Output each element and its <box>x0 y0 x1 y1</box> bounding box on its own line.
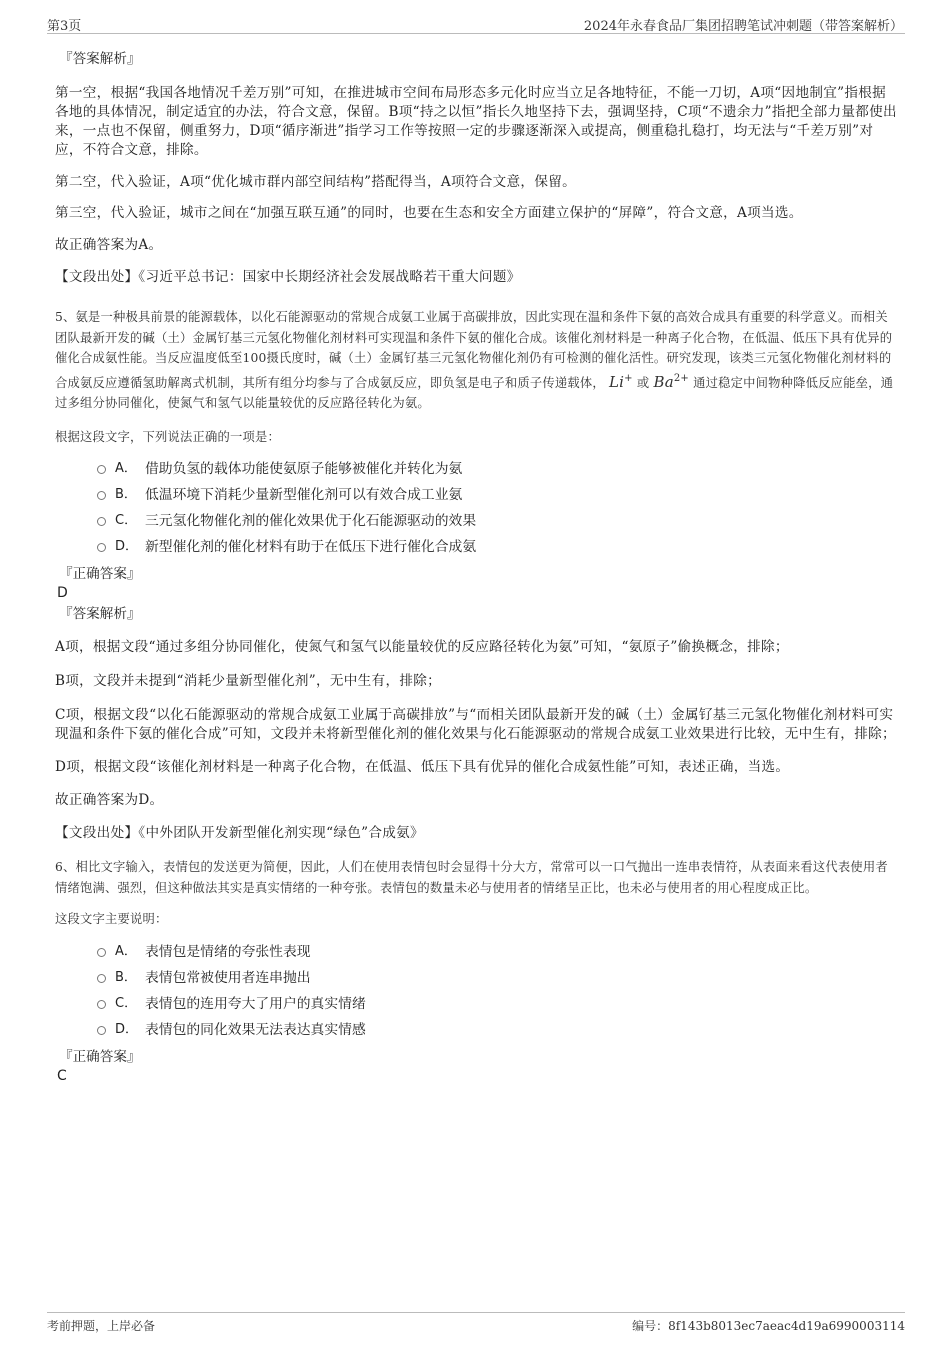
q4-source: 【文段出处】《习近平总书记：国家中长期经济社会发展战略若干重大问题》 <box>55 269 521 285</box>
q5-answer-summary: 故正确答案为D。 <box>55 792 164 808</box>
radio-button[interactable] <box>97 543 106 552</box>
q5-math-ba: $Ba^{2+}$ <box>653 372 689 391</box>
q5-option-a[interactable]: A． 借助负氢的载体功能使氨原子能够被催化并转化为氨 <box>55 459 897 485</box>
q5-or-word: 或 <box>636 375 650 390</box>
q5-correct-answer: D <box>57 585 68 601</box>
q5-options <box>55 459 897 563</box>
q6-correct-label: 『正确答案』 <box>59 1048 141 1065</box>
q5-option-b[interactable]: B． 低温环境下消耗少量新型催化剂可以有效合成工业氨 <box>55 485 897 511</box>
q6-prompt: 这段文字主要说明： <box>55 912 168 926</box>
q6-option-a[interactable]: A． 表情包是情绪的夸张性表现 <box>55 942 897 968</box>
document-id: 编号：8f143b8013ec7aeac4d19a6990003114 <box>632 1319 905 1333</box>
document-title: 2024年永春食品厂集团招聘笔试冲刺题（带答案解析） <box>583 19 903 34</box>
q4-answer-summary: 故正确答案为A。 <box>55 237 163 253</box>
q6-options <box>55 942 897 1046</box>
q5-analysis-b: B项，文段并未提到“消耗少量新型催化剂”，无中生有，排除； <box>55 673 442 689</box>
q4-analysis-label: 『答案解析』 <box>59 51 141 67</box>
radio-button[interactable] <box>97 1026 106 1035</box>
radio-button[interactable] <box>97 1000 106 1009</box>
q4-analysis-para1: 第一空，根据“我国各地情况千差万别”可知，在推进城市空间布局形态多元化时应当立足各地特征，不能一刀切，A项“因地制宜”指根据各地的具体情况，制定适宜的办法，符合文意，保留。B项“持之以恒”指长久地坚持下去，强调坚持，C项“不遗余力”指把全部力量都使出来，一点也不保留，侧重努力，D项“循序渐进”指学习工作等按照一定的步骤逐渐深入或提高，侧重稳扎稳打，均无法与“千差万别”对应，不符合文意，排除。 <box>55 85 897 158</box>
q5-option-d[interactable]: D． 新型催化剂的催化材料有助于在低压下进行催化合成氨 <box>55 537 897 563</box>
radio-button[interactable] <box>97 948 106 957</box>
q5-analysis-a: A项，根据文段“通过多组分协同催化，使氮气和氢气以能量较优的反应路径转化为氨”可知，“氨原子”偷换概念，排除； <box>55 639 789 655</box>
q5-math-li: Li+ <box>608 372 633 391</box>
q6-option-c[interactable]: C． 表情包的连用夸大了用户的真实情绪 <box>55 994 897 1020</box>
q5-analysis-c: C项，根据文段“以化石能源驱动的常规合成氨工业属于高碳排放”与“而相关团队最新开发的碱（土）金属钌基三元氢化物催化剂材料可实现温和条件下氨的催化合成”可知，文段并未将新型催化剂的催化效果与化石能源驱动的常规合成氨工业效果进行比较，无中生有，排除； <box>55 707 896 742</box>
q4-analysis-para2: 第二空，代入验证，A项“优化城市群内部空间结构”搭配得当，A项符合文意，保留。 <box>55 174 577 190</box>
q6-correct-answer: C <box>57 1067 67 1084</box>
q5-stem-part1: 5、氨是一种极具前景的能源载体，以化石能源驱动的常规合成氨工业属于高碳排放，因此实现在温和条件下氨的高效合成具有重要的科学意义。而相关团队最新开发的碱（土）金属钌基三元氢化物催化剂材料可实现温和条件下氨的催化合成。该催化剂材料是一种离子化合物，在低温、低压下具有优异的催化合成氨性能。当反应温度低至100摄氏度时，碱（土）金属钌基三元氢化物催化剂仍有可检测的催化活性。研究发现，该类三元氢化物催化剂材料的合成氨反应遵循氢助解离式机制，其所有组分均参与了合成氨反应，即负氢是电子和质子传递载体， <box>55 310 893 390</box>
q5-option-c[interactable]: C． 三元氢化物催化剂的催化效果优于化石能源驱动的效果 <box>55 511 897 537</box>
page-footer <box>47 1312 905 1334</box>
document-body <box>55 44 897 1086</box>
radio-button[interactable] <box>97 465 106 474</box>
page-header <box>47 14 905 34</box>
q6-option-b[interactable]: B． 表情包常被使用者连串抛出 <box>55 968 897 994</box>
page-number: 第3页 <box>47 19 82 34</box>
q5-analysis-d: D项，根据文段“该催化剂材料是一种离子化合物，在低温、低压下具有优异的催化合成氨性能”可知，表述正确，当选。 <box>55 759 790 775</box>
radio-button[interactable] <box>97 517 106 526</box>
radio-button[interactable] <box>97 491 106 500</box>
q5-source: 【文段出处】《中外团队开发新型催化剂实现“绿色”合成氨》 <box>55 825 424 841</box>
q5-analysis-label: 『答案解析』 <box>59 606 141 622</box>
radio-button[interactable] <box>97 974 106 983</box>
q5-stem-part2: 通过稳定中间物种降低反应能垒，通过多组分协同催化，使氮气和氢气以能量较优的反应路径转化为氨。 <box>55 375 894 410</box>
q6-stem: 6、相比文字输入，表情包的发送更为简便，因此，人们在使用表情包时会显得十分大方，常常可以一口气抛出一连串表情符，从表面来看这代表使用者情绪饱满、强烈，但这种做法其实是真实情绪的一种夸张。表情包的数量未必与使用者的情绪呈正比，也未必与使用者的用心程度成正比。 <box>55 860 888 895</box>
q4-analysis-para3: 第三空，代入验证，城市之间在“加强互联互通”的同时，也要在生态和安全方面建立保护的“屏障”，符合文意，A项当选。 <box>55 205 803 221</box>
q6-option-d[interactable]: D． 表情包的同化效果无法表达真实情感 <box>55 1020 897 1046</box>
q5-correct-label: 『正确答案』 <box>59 566 141 582</box>
footer-slogan: 考前押题，上岸必备 <box>47 1319 156 1333</box>
q5-prompt: 根据这段文字，下列说法正确的一项是： <box>55 429 280 444</box>
q5-stem <box>55 307 897 414</box>
